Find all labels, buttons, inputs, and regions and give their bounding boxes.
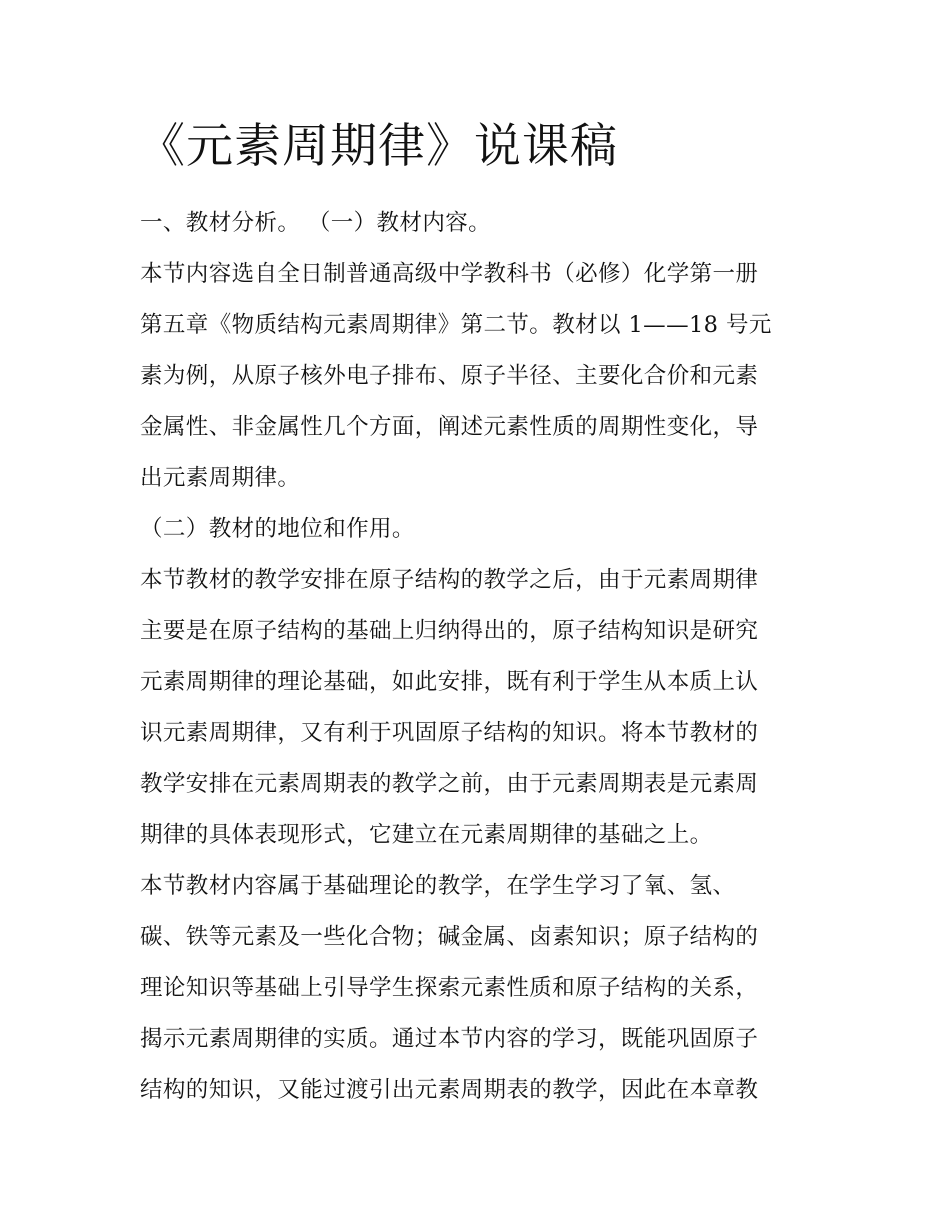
- document-body: [140, 198, 820, 1116]
- paragraph-line: 理论知识等基础上引导学生探索元素性质和原子结构的关系，: [140, 975, 759, 1001]
- paragraph-line: 第五章《物质结构元素周期律》第二节。教材以 1——18 号元: [140, 312, 772, 338]
- paragraph-line: 碳、铁等元素及一些化合物；碱金属、卤素知识；原子结构的: [140, 924, 759, 950]
- document-title: 《元素周期律》说课稿: [138, 119, 618, 174]
- paragraph-line: 元素周期律的理论基础，如此安排，既有利于学生从本质上认: [140, 669, 759, 695]
- paragraph-line: 出元素周期律。: [140, 465, 301, 491]
- paragraph-line: 教学安排在元素周期表的教学之前，由于元素周期表是元素周: [140, 771, 759, 797]
- paragraph-line: 期律的具体表现形式，它建立在元素周期律的基础之上。: [140, 822, 713, 848]
- section-heading: （二）教材的地位和作用。: [140, 516, 415, 542]
- section-heading: 一、教材分析。 （一）教材内容。: [140, 210, 492, 236]
- paragraph-line: 素为例，从原子核外电子排布、原子半径、主要化合价和元素: [140, 363, 759, 389]
- paragraph-line: 本节教材的教学安排在原子结构的教学之后，由于元素周期律: [140, 567, 759, 593]
- paragraph-line: 本节内容选自全日制普通高级中学教科书（必修）化学第一册: [140, 261, 759, 287]
- paragraph-line: 结构的知识，又能过渡引出元素周期表的教学，因此在本章教: [140, 1077, 759, 1103]
- paragraph-line: 本节教材内容属于基础理论的教学，在学生学习了氧、氢、: [140, 873, 736, 899]
- paragraph-line: 主要是在原子结构的基础上归纳得出的，原子结构知识是研究: [140, 618, 759, 644]
- paragraph-line: 揭示元素周期律的实质。通过本节内容的学习，既能巩固原子: [140, 1026, 759, 1052]
- paragraph-line: 识元素周期律，又有利于巩固原子结构的知识。将本节教材的: [140, 720, 759, 746]
- paragraph-line: 金属性、非金属性几个方面，阐述元素性质的周期性变化，导: [140, 414, 759, 440]
